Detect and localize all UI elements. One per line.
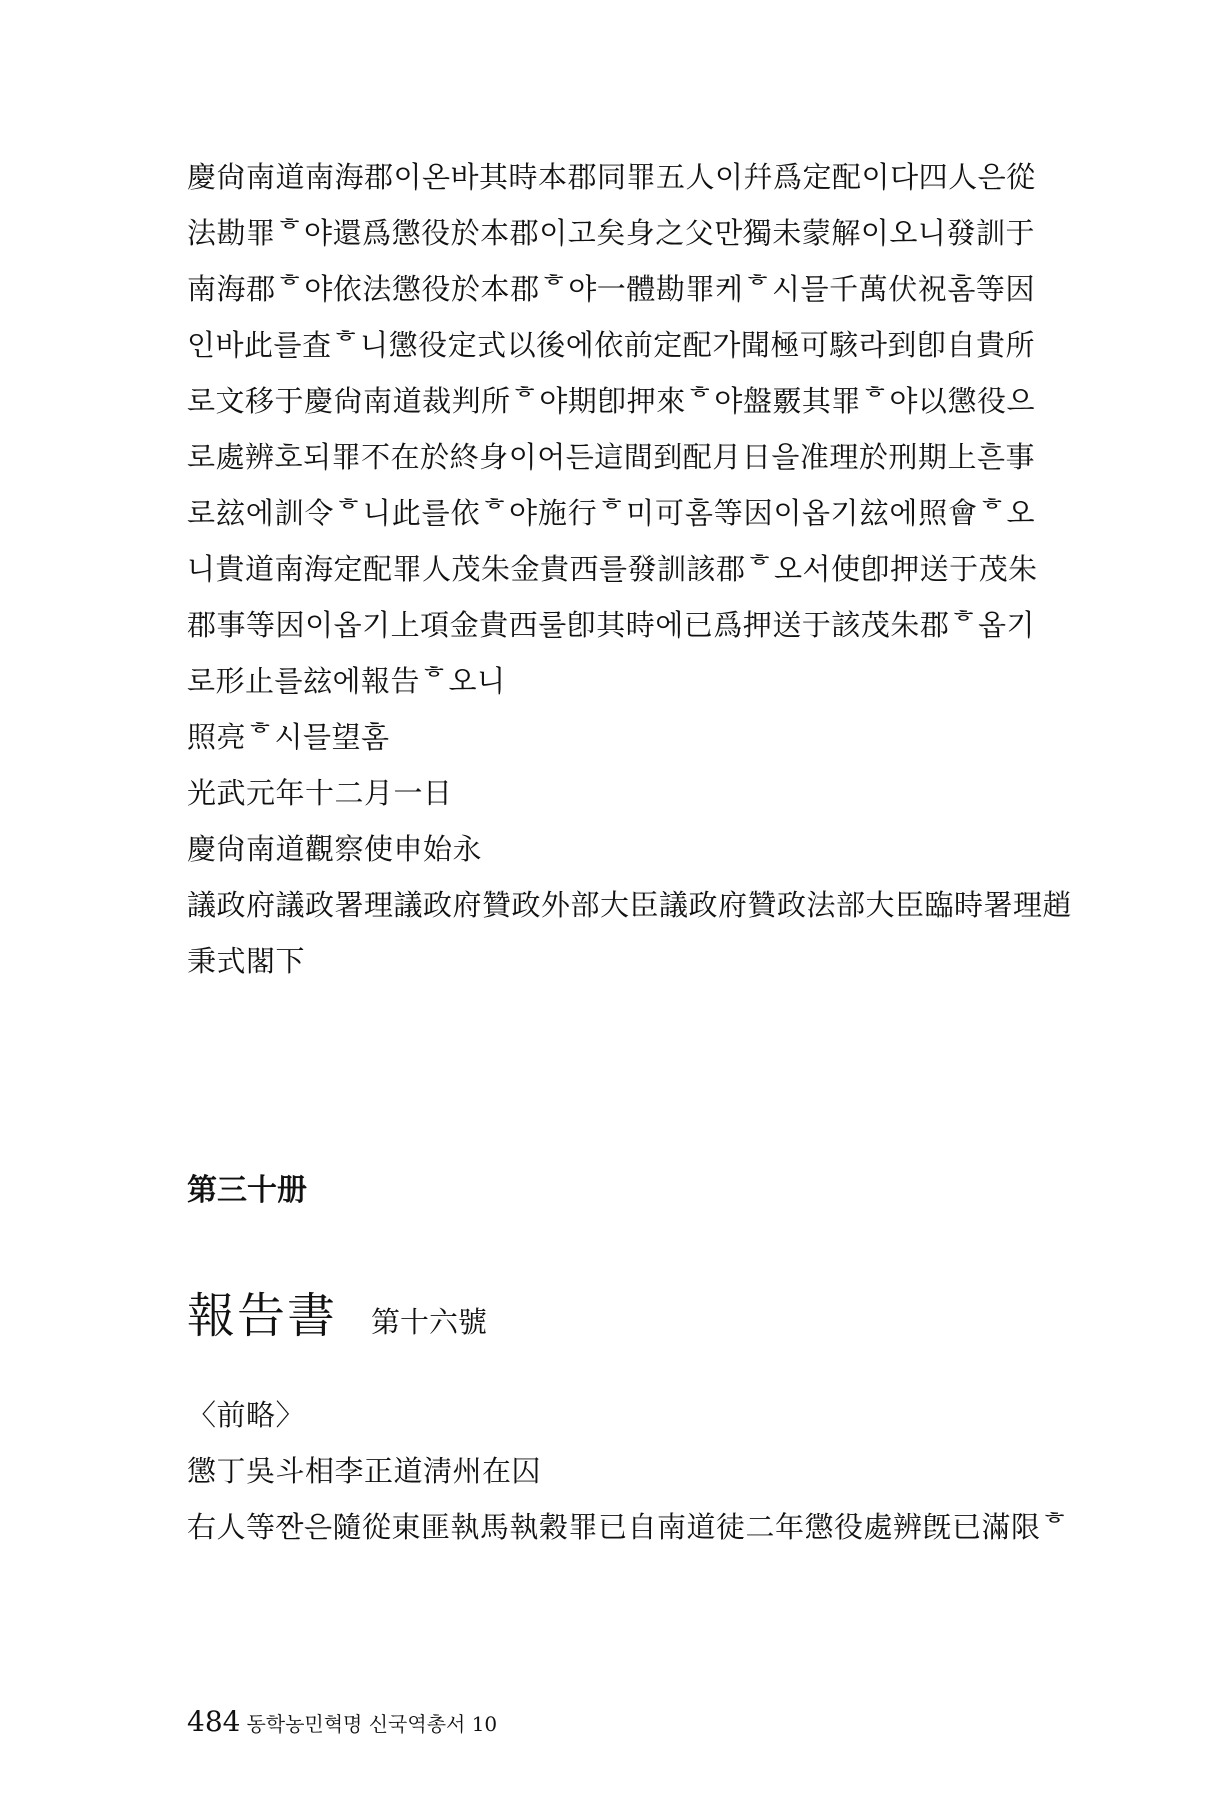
body-line-10: 로形止를玆에報告ᄒ오니	[187, 664, 506, 698]
second-body-line-1: 右人等짠은隨從東匪執馬執穀罪已自南道徒二年懲役處辨旣已滿限ᄒ	[187, 1510, 1070, 1544]
body-line-5: 로文移于慶尙南道裁判所ᄒ야期卽押來ᄒ야盤覈其罪ᄒ야以懲役으	[187, 384, 1035, 418]
addressee-line-2: 秉式閣下	[187, 944, 306, 978]
volume-heading: 第三十册	[187, 1173, 307, 1208]
prisoner-line: 懲丁吳斗相李正道淸州在囚	[187, 1454, 542, 1488]
body-line-8: 니貴道南海定配罪人茂朱金貴西를發訓該郡ᄒ오서使卽押送于茂朱	[187, 552, 1038, 586]
body-line-1: 慶尙南道南海郡이온바其時本郡同罪五人이幷爲定配이다四人은從	[187, 160, 1036, 194]
addressee-line-1: 議政府議政署理議政府贊政外部大臣議政府贊政法部大臣臨時署理趙	[187, 888, 1073, 922]
body-line-2: 法勘罪ᄒ야還爲懲役於本郡이고矣身之父만獨未蒙解이오니發訓于	[187, 216, 1035, 250]
sender-line: 慶尙南道觀察使申始永	[187, 832, 483, 866]
report-heading	[187, 1286, 487, 1357]
omission-note: 〈前略〉	[187, 1398, 306, 1432]
series-title: 동학농민혁명 신국역총서 10	[246, 1712, 498, 1736]
report-title: 報告書	[187, 1288, 338, 1344]
body-line-6: 로處辨호되罪不在於終身이어든這間到配月日을准理於刑期上흔事	[187, 440, 1035, 474]
body-line-3: 南海郡ᄒ야依法懲役於本郡ᄒ야一體勘罪케ᄒ시믈千萬伏祝홈等因	[187, 272, 1035, 306]
report-number: 第十六號	[371, 1305, 488, 1339]
body-line-7: 로玆에訓令ᄒ니此를依ᄒ야施行ᄒ미可홈等因이옵기玆에照會ᄒ오	[187, 496, 1035, 530]
body-line-11: 照亮ᄒ시믈望홈	[187, 720, 390, 754]
page-number: 484	[187, 1705, 241, 1738]
page-footer	[187, 1702, 497, 1746]
date-line: 光武元年十二月一日	[187, 776, 453, 810]
body-line-4: 인바此를査ᄒ니懲役定式以後에依前定配가聞極可駭라到卽自貴所	[187, 328, 1035, 362]
body-line-9: 郡事等因이옵기上項金貴西룰卽其時에已爲押送于該茂朱郡ᄒ옵기	[187, 608, 1035, 642]
